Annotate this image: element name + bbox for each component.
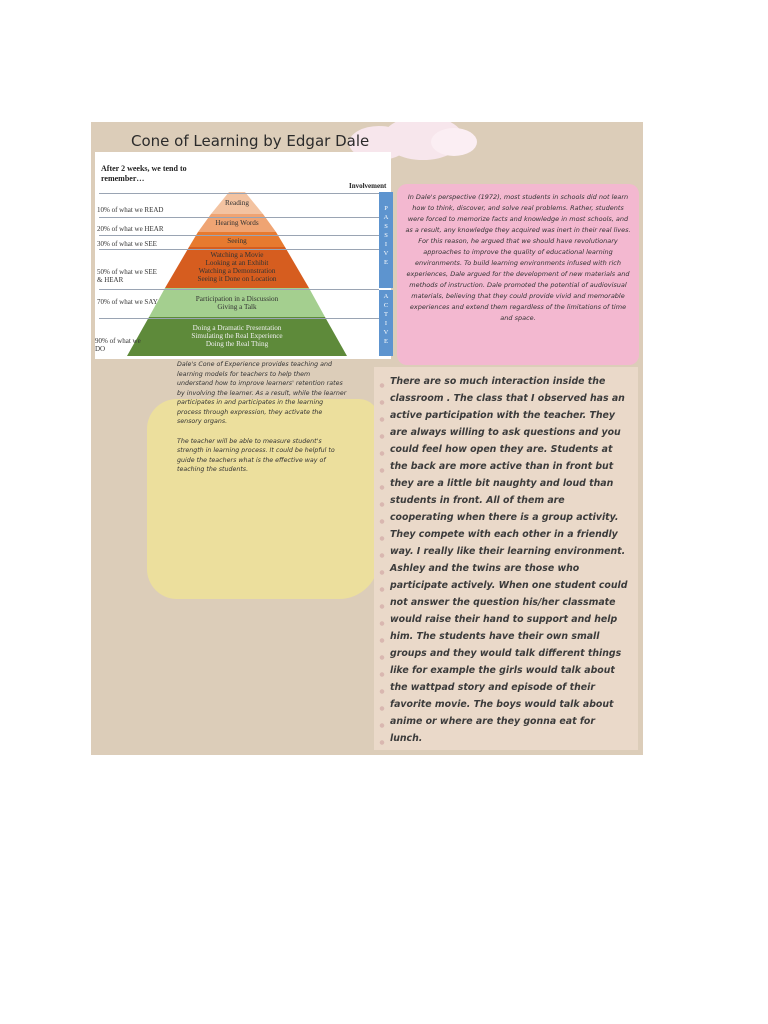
cone-header: After 2 weeks, we tend to remember… [101, 164, 187, 183]
tier-label-say: Participation in a Discussion Giving a Talk [195, 295, 279, 311]
percent-hear: 20% of what we HEAR [97, 225, 164, 233]
cone-note-1: Dale's Cone of Experience provides teaching and learning models for teachers to help them understand how to improve learners' retention rates by involving the learner. As a result, while the learner participates in and participates in the learning process through expression, they activate the sensory organs. [177, 361, 347, 425]
dale-perspective-text: In Dale's perspective (1972), most students in schools did not learn how to think, discover, and solve real problems. Rather, students were forced to memorize facts and knowledge in most schools, and as a result, any knowledge they acquired was inert in their real lives. For this reason, he argued that we should have revolutionary approaches to improve the quality of educational learning environments. To build learning environments infused with rich experiences, Dale argued for the development of new materials and methods of instruction. Dale promoted the potential of audiovisual materials, believing that they could provide vivid and memorable experiences and extend them regardless of the limitations of time and space. [405, 193, 631, 322]
involvement-label: Involvement [349, 182, 387, 190]
page-title: Cone of Learning by Edgar Dale [131, 132, 370, 150]
document-page [91, 122, 643, 755]
tier-label-seeing: Seeing [227, 237, 247, 245]
percent-read: 10% of what we READ [97, 206, 164, 214]
percent-see: 30% of what we SEE [97, 240, 157, 248]
cone-notes [177, 360, 347, 475]
tier-label-hearing: Hearing Words [215, 219, 259, 227]
percent-do: 90% of what we DO [95, 337, 141, 353]
observation-text: There are so much interaction inside the classroom . The class that I observed has an active participation with the teacher. They are always willing to ask questions and you could feel how open they are. Students at the back are more active than in front but they are a little bit naughty and loud than students in front. All of them are cooperating when there is a group activity. They compete with each other in a friendly way. I really like their learning environment. Ashley and the twins are those who participate actively. When one student could not answer the question his/her classmate would raise their hand to support and help him. The students have their own small groups and they would talk different things like for example the girls would talk about the wattpad story and episode of their favorite movie. The boys would talk about anime or where are they gonna eat for lunch. [390, 376, 628, 744]
tier-label-reading: Reading [225, 199, 249, 207]
notebook-dots [378, 377, 386, 747]
tier-label-do: Doing a Dramatic Presentation Simulating the Real Experience Doing the Real Thing [191, 324, 283, 348]
observation-card [374, 367, 638, 750]
cone-of-learning-diagram [95, 152, 391, 359]
cone-note-2: The teacher will be able to measure student's strength in learning process. It could be helpful to guide the teachers what is the effective way of teaching the students. [177, 437, 335, 473]
cloud-decoration [431, 128, 477, 156]
active-label: A C T I V E [383, 293, 389, 345]
percent-say: 70% of what we SAY [97, 298, 158, 306]
percent-see-hear: 50% of what we SEE & HEAR [97, 268, 157, 284]
passive-label: P A S S I V E [383, 205, 389, 266]
dale-perspective-card [397, 184, 639, 365]
tier-label-see-hear: Watching a Movie Looking at an Exhibit Watching a Demonstration Seeing it Done on Location [197, 251, 277, 283]
